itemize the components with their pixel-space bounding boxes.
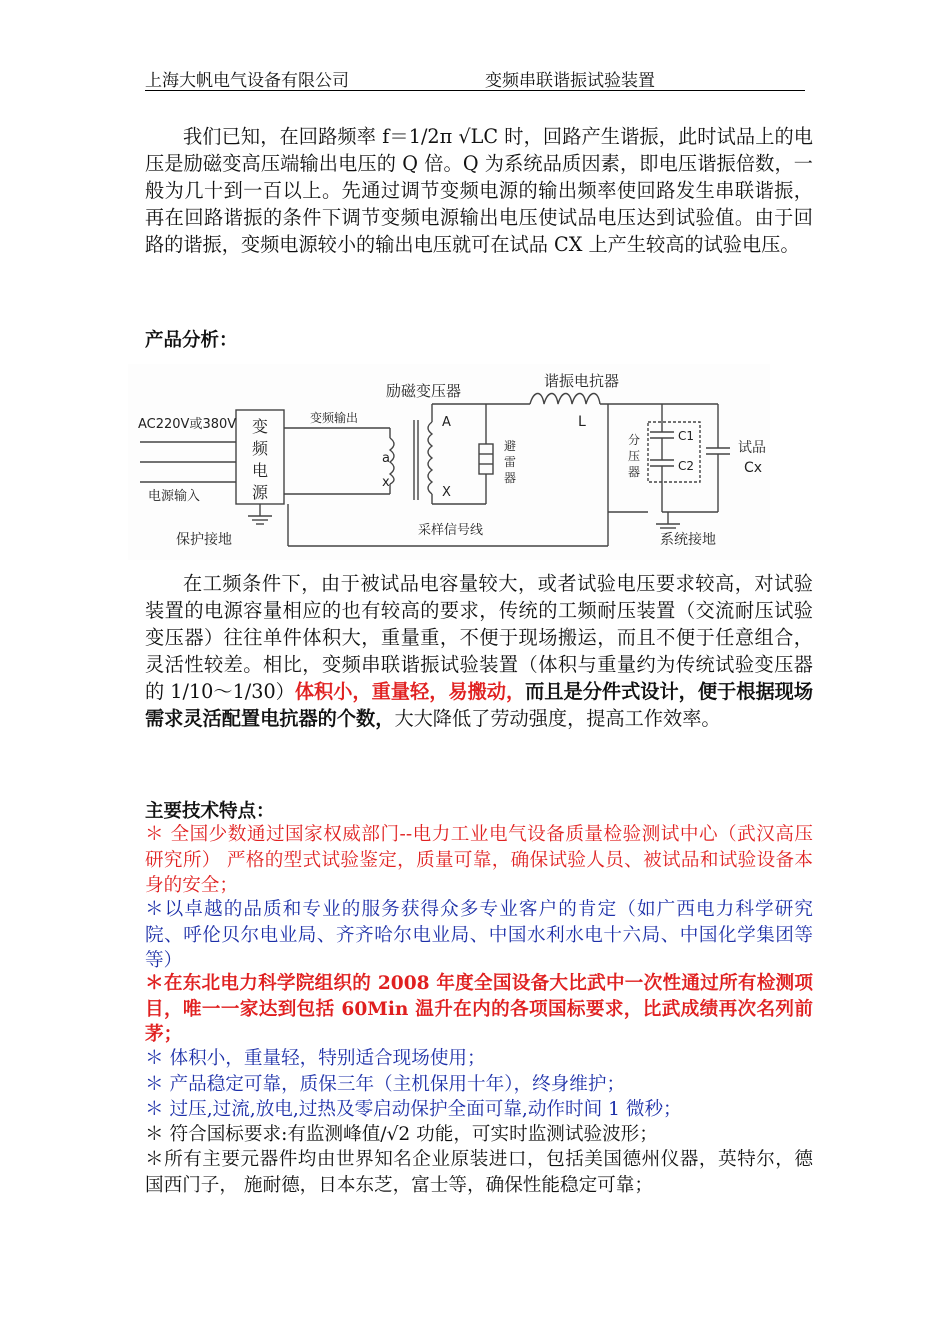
system-ground-label: 系统接地 — [660, 532, 716, 548]
c2-label: C2 — [678, 459, 695, 473]
terminal-A: A — [442, 415, 451, 430]
arrester-char-2: 雷 — [504, 455, 517, 469]
feature-item-1: ＊ 全国少数通过国家权威部门--电力工业电气设备质量检验测试中心（武汉高压研究所） 严格的型式试验鉴定，质量可靠，确保试验人员、被试品和试验设备本身的安全； — [145, 824, 813, 896]
terminal-x: x — [382, 475, 390, 490]
output-label: 变频输出 — [310, 411, 359, 425]
company-name: 上海大帆电气设备有限公司 — [145, 71, 349, 91]
test-label: 试品 — [738, 440, 766, 456]
test-cx: Cx — [744, 460, 763, 476]
transformer-label: 励磁变压器 — [386, 382, 462, 400]
feature-item-8: ＊所有主要元器件均由世界知名企业原装进口，包括美国德州仪器，英特尔，德国西门子， 施耐德，日本东芝，富士等，确保性能稳定可靠； — [145, 1149, 813, 1196]
features-heading: 主要技术特点： — [145, 801, 275, 822]
protect-ground-label: 保护接地 — [176, 532, 232, 548]
feature-item-2: ＊以卓越的品质和专业的服务获得众多专业客户的肯定（如广西电力科学研究院、呼伦贝尔电业局、齐齐哈尔电业局、中国水利水电十六局、中国化学集团等等） — [145, 899, 813, 971]
power-box-char-1: 变 — [251, 417, 269, 436]
analysis-paragraph — [145, 570, 813, 732]
arrester-char-3: 器 — [504, 471, 517, 485]
power-box-char-3: 电 — [251, 461, 269, 480]
feature-item-4: ＊ 体积小，重量轻，特别适合现场使用； — [145, 1048, 486, 1069]
reactor-L: L — [578, 414, 586, 430]
input-label: 电源输入 — [148, 489, 201, 504]
analysis-highlight-red: 体积小，重量轻，易搬动， — [294, 680, 526, 703]
analysis-heading: 产品分析： — [145, 330, 238, 351]
feature-item-7: ＊ 符合国标要求:有监测峰值/√2 功能，可实时监测试验波形； — [145, 1124, 658, 1145]
divider-char-3: 器 — [628, 465, 641, 479]
circuit-diagram — [128, 364, 770, 560]
terminal-X: X — [442, 485, 451, 500]
analysis-text: 在工频条件下，由于被试品电容量较大，或者试验电压要求较高，对试验装置的电源容量相应的也有较高的要求，传统的工频耐压装置（交流耐压试验变压器）往往单件体积大，重量重，不便于现场搬运，而且不便于任意组合，灵活性较差。相比，变频串联谐振试验装置（体积与重量约为传统试验变压器的 1/10～1/30） — [145, 572, 813, 703]
arrester-char-1: 避 — [504, 439, 517, 453]
sample-line-label: 采样信号线 — [418, 523, 484, 538]
product-name: 变频串联谐振试验装置 — [485, 71, 655, 91]
feature-item-3: ＊在东北电力科学院组织的 2008 年度全国设备大比武中一次性通过所有检测项目，唯一一家达到包括 60Min 温升在内的各项国标要求，比武成绩再次名列前茅； — [145, 973, 813, 1045]
terminal-a: a — [382, 451, 390, 466]
power-box-char-2: 频 — [251, 439, 269, 458]
analysis-tail: 大大降低了劳动强度，提高工作效率。 — [394, 707, 721, 730]
page-header — [145, 64, 805, 91]
divider-char-2: 压 — [628, 449, 641, 463]
intro-paragraph: 我们已知，在回路频率 f＝1/2π √LC 时，回路产生谐振，此时试品上的电压是励磁变高压端输出电压的 Q 倍。Q 为系统品质因素，即电压谐振倍数，一般为几十到一百以上。先通过调节变频电源的输出频率使回路发生串联谐振，再在回路谐振的条件下调节变频电源输出电压使试品电压达到试验值。由于回路的谐振，变频电源较小的输出电压就可在试品 CX 上产生较高的试验电压。 — [145, 125, 813, 256]
divider-char-1: 分 — [628, 433, 641, 447]
power-box-char-4: 源 — [251, 483, 269, 502]
source-label: AC220V或380V — [138, 417, 237, 432]
analysis-highlight-bold: 而且是分件式设计，便于根据现场需求灵活配置电抗器的个数， — [145, 680, 814, 730]
feature-item-5: ＊ 产品稳定可靠，质保三年（主机保用十年），终身维护； — [145, 1074, 626, 1095]
reactor-label: 谐振电抗器 — [544, 372, 620, 390]
feature-item-6: ＊ 过压,过流,放电,过热及零启动保护全面可靠,动作时间 1 微秒； — [145, 1099, 682, 1120]
c1-label: C1 — [678, 429, 695, 443]
